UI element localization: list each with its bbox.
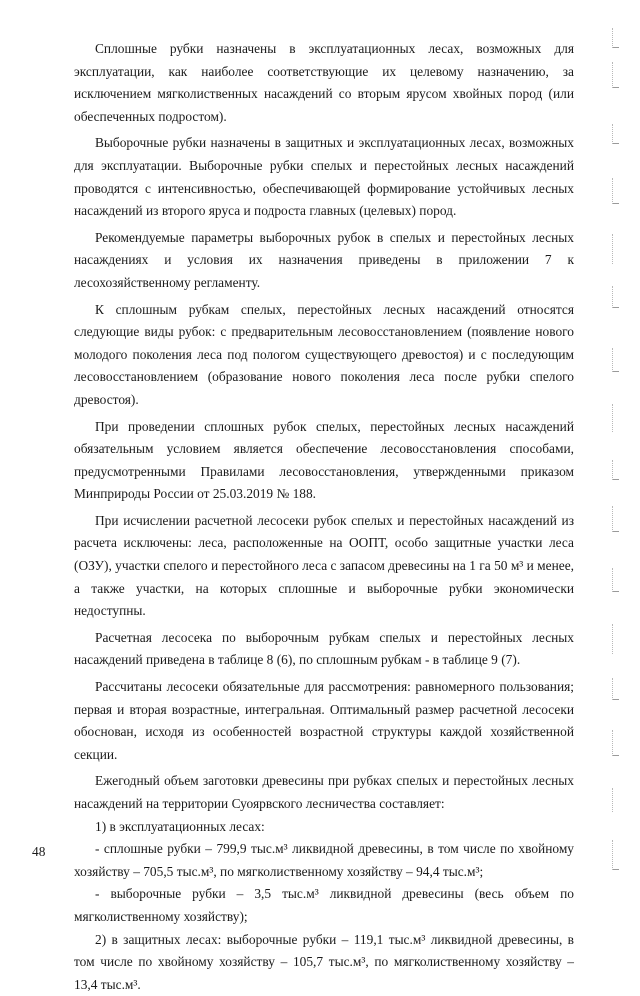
list-item-protective-forests: 2) в защитных лесах: выборочные рубки – 119,1 тыс.м³ ликвидной древесины, в том числе по хвойному хозяйству – 105,7 тыс.м³, по мягколиственному хозяйству – 13,4 тыс.м³. <box>74 931 574 992</box>
binding-mark <box>612 506 623 532</box>
paragraph-cutting-areas: Рассчитаны лесосеки обязательные для рассмотрения: равномерного пользования; первая и вторая возрастные, интегральная. Оптимальный размер расчетной лесосеки обоснован, исходя из особенностей возрастной структуры каждой хозяйственной секции. <box>74 679 574 762</box>
binding-mark <box>612 568 623 592</box>
paragraph-clearcut-types: К сплошным рубкам спелых, перестойных лесных насаждений относятся следующие виды рубок: с предварительным лесовосстановлением (появление нового молодого поколения леса под пологом существующего древостоя) и с последующим лесовосстановлением (образование нового поколения леса после рубки спелого древостоя). <box>74 301 574 407</box>
binding-mark <box>612 28 623 48</box>
list-item-exploitation-forests: 1) в эксплуатационных лесах: <box>95 818 265 834</box>
binding-margin-marks <box>612 28 628 888</box>
binding-mark <box>612 624 623 654</box>
binding-mark <box>612 730 623 756</box>
paragraph-selective-assignment: Выборочные рубки назначены в защитных и эксплуатационных лесах, возможных для эксплуатации. Выборочные рубки спелых и перестойных лесных насаждений проводятся с интенсивностью, обеспечивающей формирование устойчивых лесных насаждений из второго яруса и подроста главных (целевых) пород. <box>74 135 574 219</box>
list-item-clearcut-volume: - сплошные рубки – 799,9 тыс.м³ ликвидной древесины, в том числе по хвойному хозяйству – 705,5 тыс.м³, по мягколиственному хозяйству – 94,4 тыс.м³; <box>74 841 574 879</box>
list-item-selective-volume: - выборочные рубки – 3,5 тыс.м³ ликвидной древесины (весь объем по мягколиственному хозяйству); <box>74 886 574 924</box>
paragraph-annual-volume: Ежегодный объем заготовки древесины при рубках спелых и перестойных лесных насаждений на территории Суоярвского лесничества составляет: <box>74 773 574 811</box>
binding-mark <box>612 460 623 480</box>
binding-mark <box>612 348 623 372</box>
binding-mark <box>612 62 623 88</box>
binding-mark <box>612 124 623 144</box>
document-body <box>74 38 574 996</box>
paragraph-tables-reference: Расчетная лесосека по выборочным рубкам спелых и перестойных лесных насаждений приведена в таблице 8 (6), по сплошным рубкам - в таблице 9 (7). <box>74 629 574 668</box>
binding-mark <box>612 286 623 308</box>
binding-mark <box>612 678 623 700</box>
paragraph-clearcut-assignment: Сплошные рубки назначены в эксплуатационных лесах, возможных для эксплуатации, как наиболее соответствующие их целевому назначению, за исключением мягколиственных насаждений со вторым ярусом хвойных пород (или обеспеченных подростом). <box>74 41 574 124</box>
binding-mark <box>612 404 623 432</box>
paragraph-recommended-parameters: Рекомендуемые параметры выборочных рубок в спелых и перестойных лесных насаждениях и условия их назначения приведены в приложении 7 к лесохозяйственному регламенту. <box>74 229 574 290</box>
binding-mark <box>612 788 623 812</box>
binding-mark <box>612 178 623 204</box>
binding-mark <box>612 234 623 264</box>
page-number: 48 <box>32 844 46 859</box>
paragraph-reforestation-condition: При проведении сплошных рубок спелых, перестойных лесных насаждений обязательным условием является обеспечение лесовосстановления способами, предусмотренными Правилами лесовосстановления, утвержденными приказом Минприроды России от 25.03.2019 № 188. <box>74 418 574 502</box>
paragraph-calculation-exclusions: При исчислении расчетной лесосеки рубок спелых и перестойных насаждений из расчета исключены: леса, расположенные на ООПТ, особо защитные участки леса (ОЗУ), участки спелого и перестойного леса с запасом древесины на 1 га 50 м³ и менее, а также участки, на которых сплошные и выборочные рубки экономически недоступны. <box>74 512 574 619</box>
binding-mark <box>612 840 623 870</box>
